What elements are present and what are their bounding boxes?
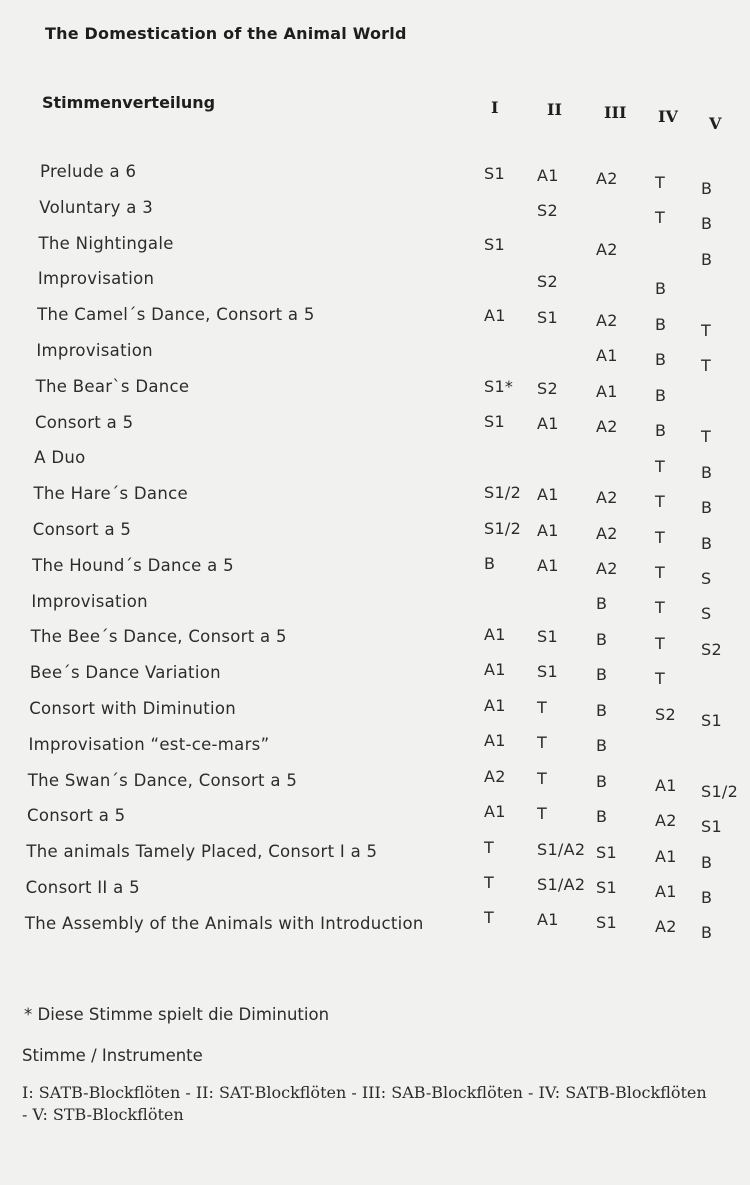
piece-title: The Assembly of the Animals with Introduction [24, 913, 424, 933]
table-row [0, 198, 750, 234]
voice-cell-III: S1 [596, 913, 617, 933]
voice-cell-IV: B [655, 350, 667, 370]
voice-cell-III: A1 [596, 346, 618, 366]
voice-cell-II: S2 [537, 272, 558, 292]
voice-cell-III: B [596, 700, 608, 720]
voice-cell-III: B [596, 807, 608, 827]
voice-cell-I: T [484, 837, 495, 857]
voice-cell-III: B [596, 771, 608, 791]
table-row [0, 484, 750, 520]
voice-cell-IV: S2 [655, 704, 676, 724]
voice-cell-V: B [701, 498, 713, 518]
table-row [0, 520, 750, 556]
voice-cell-I: T [484, 873, 495, 892]
column-header-IV: IV [658, 107, 678, 126]
voice-cell-V: B [701, 852, 713, 872]
voice-cell-I: A1 [484, 695, 506, 715]
piece-title: Improvisation [36, 341, 153, 360]
piece-title: The Swan´s Dance, Consort a 5 [27, 770, 298, 790]
table-row [0, 802, 750, 842]
voice-cell-IV: B [655, 279, 667, 299]
instruments-legend: I: SATB-Blockflöten - II: SAT-Blockflöten - III: SAB-Blockflöten - IV: SATB-Blockflöten - V: STB-Blockflöten [22, 1083, 707, 1124]
voice-cell-I: A1 [484, 305, 506, 325]
voice-cell-V: T [701, 320, 712, 340]
voice-cell-IV: B [655, 421, 667, 441]
piece-title: Consort a 5 [27, 806, 126, 826]
piece-title: Voluntary a 3 [39, 197, 153, 217]
voice-cell-II: S1 [537, 307, 558, 327]
piece-title: Consort II a 5 [25, 878, 140, 897]
voice-cell-II: S1/A2 [537, 839, 586, 859]
voice-cell-II: A1 [537, 555, 559, 575]
voice-cell-IV: B [655, 314, 667, 334]
voice-cell-IV: A1 [655, 775, 677, 795]
voice-cell-IV: T [655, 208, 666, 228]
column-header-V: V [709, 114, 722, 133]
voice-cell-II: A1 [537, 166, 559, 185]
voice-cell-III: A2 [596, 169, 618, 188]
piece-title: Improvisation [37, 269, 155, 289]
voice-cell-V: B [701, 214, 713, 234]
voice-cell-I: A1 [484, 731, 506, 751]
footnote: * Diese Stimme spielt die Diminution [24, 1005, 330, 1024]
voice-cell-III: S1 [596, 842, 617, 862]
piece-title: Improvisation [31, 591, 148, 611]
voice-cell-II: S1/A2 [537, 875, 586, 894]
voice-cell-III: A2 [596, 417, 618, 437]
voice-cell-IV: T [655, 527, 666, 547]
voice-cell-II: T [537, 697, 548, 717]
voice-cell-IV: B [655, 385, 667, 405]
voice-cell-III: A2 [596, 558, 618, 578]
voice-cell-III: A2 [596, 523, 618, 543]
voice-cell-IV: T [655, 492, 666, 512]
voice-cell-I: A2 [484, 766, 506, 786]
voice-cell-IV: T [655, 173, 666, 192]
voice-cell-II: A1 [537, 910, 559, 930]
voice-cell-II: T [537, 768, 548, 788]
voice-cell-I: S1 [484, 164, 505, 183]
table-row [0, 624, 750, 663]
table-row [0, 269, 750, 305]
section-heading: Stimmenverteilung [42, 93, 216, 112]
voice-cell-III: A2 [596, 488, 618, 508]
piece-title: Bee´s Dance Variation [29, 663, 221, 683]
voice-cell-II: T [537, 804, 548, 824]
voice-cell-I: A1 [484, 624, 506, 644]
table-row [0, 553, 750, 592]
table-row [0, 341, 750, 377]
voice-cell-V: S1/2 [701, 781, 739, 801]
voice-cell-I: S1* [484, 376, 514, 396]
piece-title: The Bear`s Dance [35, 376, 190, 396]
piece-title: Consort a 5 [34, 412, 134, 432]
voice-cell-V: B [701, 179, 713, 198]
voice-cell-II: T [537, 733, 548, 753]
voice-cell-I: A1 [484, 802, 506, 822]
piece-title: Consort a 5 [32, 520, 132, 539]
table-row [0, 448, 750, 484]
instruments-heading: Stimme / Instrumente [22, 1046, 203, 1065]
voice-cell-IV: A2 [655, 917, 677, 937]
piece-title: The Hare´s Dance [33, 484, 188, 504]
table-row [0, 731, 750, 771]
voice-cell-IV: T [655, 456, 666, 476]
column-header-II: II [547, 100, 562, 119]
voice-cell-I: A1 [484, 660, 506, 680]
voice-cell-V: S2 [701, 639, 722, 659]
voice-cell-V: B [701, 249, 713, 269]
voice-cell-V: T [701, 356, 712, 376]
piece-title: Improvisation “est-ce-mars” [28, 734, 270, 754]
voice-cell-V: B [701, 462, 713, 482]
voice-cell-IV: T [655, 669, 666, 689]
voice-cell-IV: A1 [655, 846, 677, 866]
voice-cell-II: S1 [537, 626, 558, 646]
column-header-I: I [491, 98, 499, 117]
voice-cell-IV: T [655, 633, 666, 653]
table-row [0, 873, 750, 914]
voice-cell-V: S [701, 604, 712, 624]
piece-title: The Hound´s Dance a 5 [32, 555, 234, 575]
voice-cell-I: S1 [484, 234, 505, 254]
table-row [0, 305, 750, 341]
voice-cell-II: S2 [537, 201, 558, 221]
column-header-III: III [604, 103, 627, 122]
voice-cell-I: S1/2 [484, 483, 522, 503]
voice-cell-II: A1 [537, 414, 559, 434]
voice-cell-I: S1/2 [484, 518, 522, 538]
voice-cell-V: T [701, 427, 712, 447]
piece-title: The Bee´s Dance, Consort a 5 [30, 627, 287, 647]
piece-title: The animals Tamely Placed, Consort I a 5 [26, 842, 378, 862]
table-row [0, 234, 750, 270]
piece-title: The Nightingale [38, 233, 174, 253]
table-row [0, 377, 750, 413]
table-row [0, 837, 750, 878]
voice-cell-V: S1 [701, 710, 722, 730]
voice-cell-V: B [701, 888, 713, 907]
voice-cell-IV: T [655, 562, 666, 582]
piece-title: Consort with Diminution [29, 699, 237, 718]
table-row [0, 413, 750, 449]
voice-cell-IV: A1 [655, 882, 677, 901]
voice-cell-II: A1 [537, 485, 559, 505]
table-row [0, 660, 750, 699]
voice-cell-III: A2 [596, 310, 618, 330]
voice-cell-III: B [596, 665, 608, 685]
voice-cell-I: S1 [484, 412, 505, 432]
voice-cell-III: A1 [596, 381, 618, 401]
voice-cell-V: B [701, 923, 713, 943]
voice-cell-II: S2 [537, 378, 558, 398]
table-row [0, 695, 750, 735]
voice-cell-V: S1 [701, 817, 722, 837]
table-row [0, 766, 750, 807]
voice-cell-IV: T [655, 598, 666, 618]
voice-cell-II: S1 [537, 662, 558, 682]
voice-cell-IV: A2 [655, 811, 677, 831]
voice-cell-V: B [701, 533, 713, 553]
table-row [0, 162, 750, 198]
piece-title: The Camel´s Dance, Consort a 5 [37, 305, 315, 325]
voice-cell-I: B [484, 553, 496, 573]
voice-cell-I: T [484, 908, 495, 928]
piece-title: A Duo [34, 448, 86, 468]
page-title: The Domestication of the Animal World [45, 24, 407, 43]
voice-cell-III: B [596, 594, 608, 614]
voice-cell-III: A2 [596, 239, 618, 259]
voice-cell-III: B [596, 736, 608, 756]
table-row [0, 592, 750, 628]
voice-cell-III: B [596, 629, 608, 649]
table-row [0, 908, 750, 950]
voice-cell-III: S1 [596, 878, 617, 897]
voice-cell-V: S [701, 568, 712, 588]
voice-cell-II: A1 [537, 520, 559, 540]
piece-title: Prelude a 6 [40, 162, 137, 181]
